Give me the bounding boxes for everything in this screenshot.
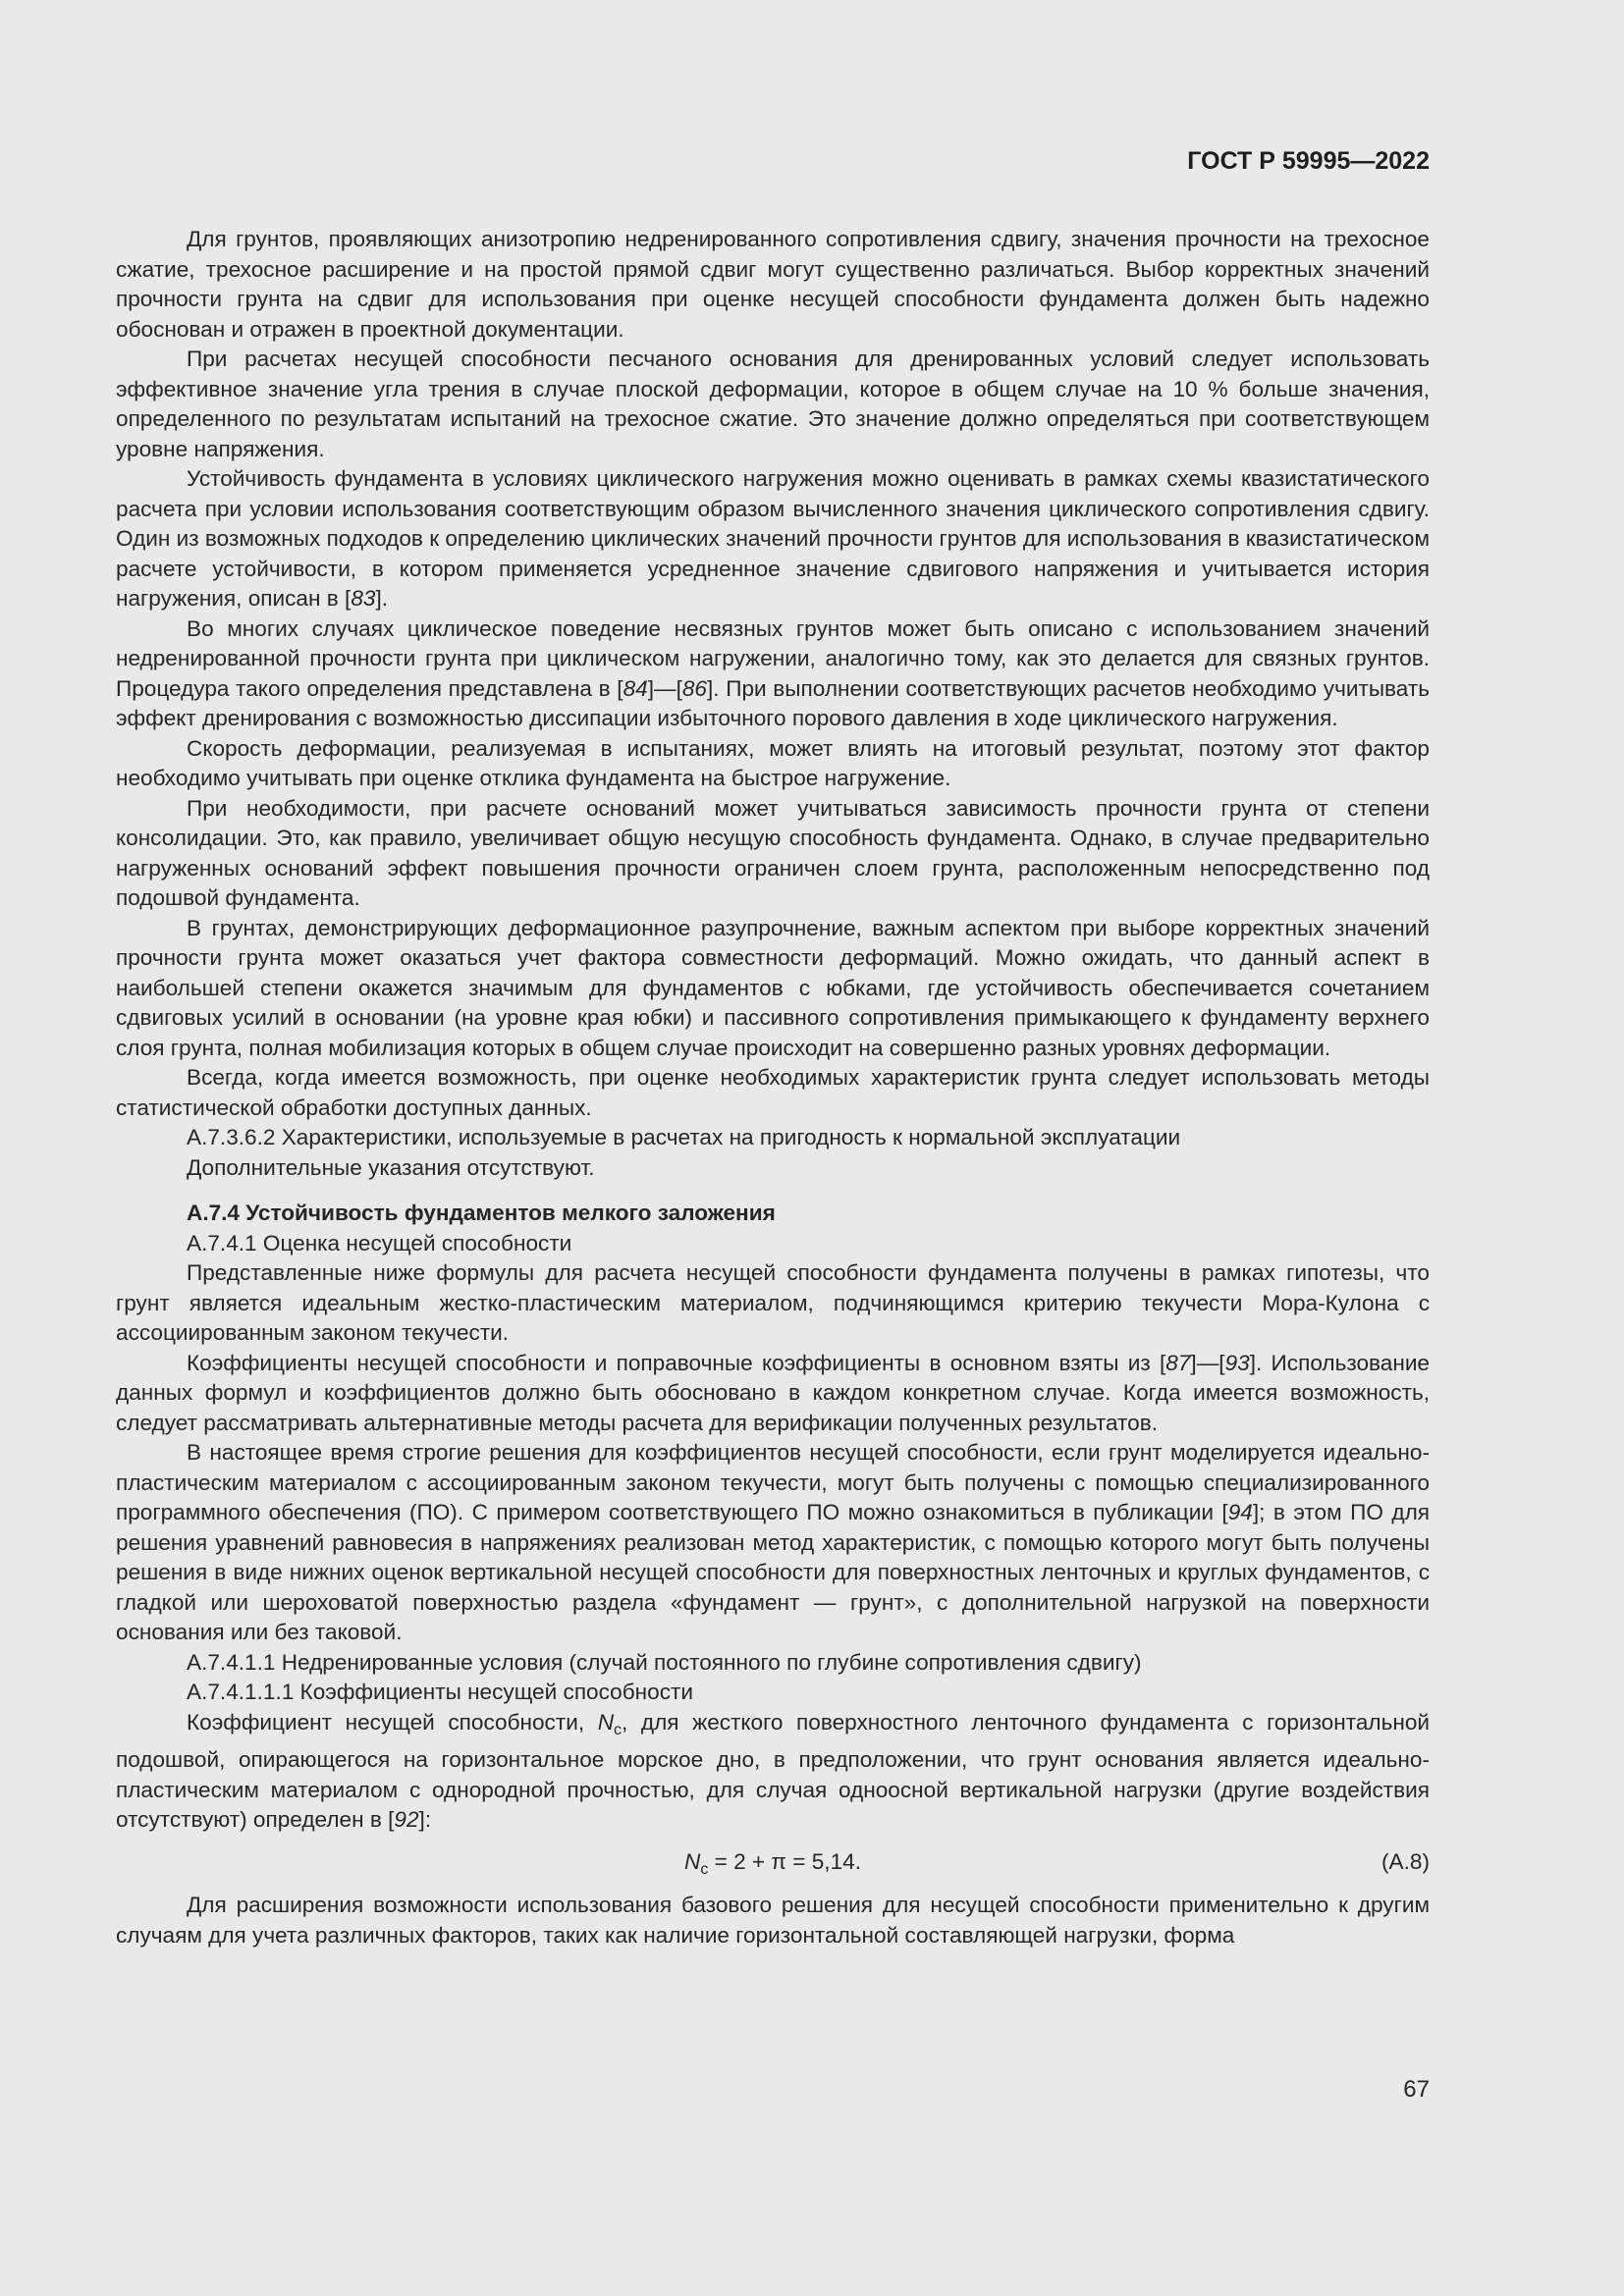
citation-ref: 84 (623, 675, 648, 701)
paragraph: Во многих случаях циклическое поведение несвязных грунтов может быть описано с использованием значений недренированной прочности грунта при циклическом нагружении, аналогично тому, как это делается для связных грунтов. Процедура такого определения представлена в [84]—[86]. При выполнении соответствующих расчетов необходимо учитывать эффект дренирования с возможностью диссипации избыточного порового давления в ходе циклического нагружения. (116, 615, 1430, 730)
paragraph: В грунтах, демонстрирующих деформационное разупрочнение, важным аспектом при выборе корректных значений прочности грунта может оказаться учет фактора совместности деформаций. Можно ожидать, что данный аспект в наибольшей степени окажется значимым для фундаментов с юбками, где устойчивость обеспечивается сочетанием сдвиговых усилий в основании (на уровне края юбки) и пассивного сопротивления примыкающего к фундаменту верхнего слоя грунта, полная мобилизация которых в общем случае происходит на совершенно разных уровнях деформации. (116, 915, 1430, 1060)
document-body (116, 225, 1430, 1950)
formula-number: (А.8) (1381, 1848, 1430, 1874)
citation-ref: 86 (681, 675, 707, 701)
paragraph: Представленные ниже формулы для расчета несущей способности фундамента получены в рамках гипотезы, что грунт является идеальным жестко-пластическим материалом, подчиняющимся критерию текучести Мора-Кулона с ассоциированным законом текучести. (116, 1260, 1430, 1345)
citation-ref: 87 (1165, 1350, 1191, 1375)
document-code-header: ГОСТ Р 59995—2022 (1187, 147, 1430, 175)
paragraph: Коэффициент несущей способности, $N_c$, для жесткого поверхностного ленточного фундамента с горизонтальной подошвой, опирающегося на горизонтальное морское дно, в предположении, что грунт основания является идеально-пластическим материалом с однородной прочностью, для случая одноосной вертикальной нагрузки (другие воздействия отсутствуют) определен в [92]: (116, 1709, 1431, 1832)
paragraph: Коэффициенты несущей способности и поправочные коэффициенты в основном взяты из [87]—[93]. Использование данных формул и коэффициентов должно быть обосновано в каждом конкретном случае. Когда имеется возможность, следует рассматривать альтернативные методы расчета для верификации полученных результатов. (116, 1350, 1431, 1435)
paragraph: При расчетах несущей способности песчаного основания для дренированных условий следует использовать эффективное значение угла трения в случае плоской деформации, которое в общем случае на 10 % больше значения, определенного по результатам испытаний на трехосное сжатие. Это значение должно определяться при соответствующем уровне напряжения. (116, 347, 1430, 461)
citation-ref: 92 (394, 1807, 419, 1832)
formula-a8 (116, 1847, 1430, 1878)
paragraph: Для грунтов, проявляющих анизотропию недренированного сопротивления сдвигу, значения прочности на трехосное сжатие, трехосное расширение и на простой прямой сдвиг могут существенно различаться. Выбор корректных значений прочности грунта на сдвиг для использования при оценке несущей способности фундамента должен быть надежно обоснован и отражен в проектной документации. (116, 227, 1430, 342)
section-heading-a7411: А.7.4.1.1 Недренированные условия (случай постоянного по глубине сопротивления сдвигу) (187, 1649, 1142, 1675)
citation-ref: 94 (1227, 1500, 1253, 1524)
section-heading-a741: А.7.4.1 Оценка несущей способности (187, 1230, 572, 1255)
citation-ref: 83 (351, 586, 376, 611)
paragraph: В настоящее время строгие решения для коэффициентов несущей способности, если грунт моделируется идеально-пластическим материалом с ассоциированным законом текучести, могут быть получены с помощью специализированного программного обеспечения (ПО). С примером соответствующего ПО можно ознакомиться в публикации [94]; в этом ПО для решения уравнений равновесия в напряжениях реализован метод характеристик, с помощью которого могут быть получены решения в виде нижних оценок вертикальной несущей способности для поверхностных ленточных и круглых фундаментов, с гладкой или шероховатой поверхностью раздела «фундамент — грунт», с дополнительной нагрузкой на поверхности основания или без таковой. (116, 1440, 1430, 1644)
symbol-nc: N (597, 1709, 615, 1735)
paragraph: Дополнительные указания отсутствуют. (187, 1154, 595, 1180)
section-heading-a7362: А.7.3.6.2 Характеристики, используемые в расчетах на пригодность к нормальной эксплуатации (187, 1125, 1181, 1149)
paragraph: Для расширения возможности использования базового решения для несущей способности применительно к другим случаям для учета различных факторов, таких как наличие горизонтальной составляющей нагрузки, форма (116, 1893, 1430, 1948)
paragraph: При необходимости, при расчете оснований может учитываться зависимость прочности грунта от степени консолидации. Это, как правило, увеличивает общую несущую способность фундамента. Однако, в случае предварительно нагруженных оснований эффект повышения прочности ограничен слоем грунта, расположенным непосредственно под подошвой фундамента. (116, 795, 1430, 910)
section-heading-a74111: А.7.4.1.1.1 Коэффициенты несущей способности (187, 1680, 693, 1704)
section-heading-a74: А.7.4 Устойчивость фундаментов мелкого заложения (187, 1201, 776, 1225)
page-number: 67 (1403, 2076, 1430, 2103)
paragraph: Устойчивость фундамента в условиях циклического нагружения можно оценивать в рамках схемы квазистатического расчета при условии использования соответствующим образом вычисленного значения циклического сопротивления сдвигу. Один из возможных подходов к определению циклических значений прочности грунтов для использования в квазистатическом расчете устойчивости, в котором применяется усредненное значение сдвигового напряжения и учитывается история нагружения, описан в [83]. (116, 466, 1430, 611)
paragraph: Всегда, когда имеется возможность, при оценке необходимых характеристик грунта следует использовать методы статистической обработки доступных данных. (116, 1065, 1430, 1120)
paragraph: Скорость деформации, реализуемая в испытаниях, может влиять на итоговый результат, поэтому этот фактор необходимо учитывать при оценке отклика фундамента на быстрое нагружение. (116, 735, 1430, 790)
formula-expression: $N_c = 2 + \pi = 5,14$. (684, 1848, 861, 1878)
citation-ref: 93 (1224, 1350, 1250, 1375)
